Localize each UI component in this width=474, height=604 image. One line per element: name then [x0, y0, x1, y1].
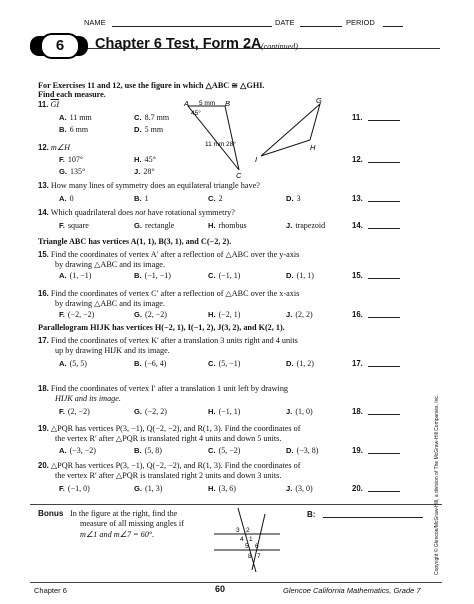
q14-answer-field[interactable]	[368, 228, 400, 229]
q17-answer-number: 17.	[352, 359, 363, 368]
question-19-line2: the vertex R′ after △PQR is translated right 4 units and down 5 units.	[55, 434, 282, 443]
angle-label-3: 3	[236, 527, 240, 534]
q17-choice-d: D. (1, 2)	[286, 359, 314, 368]
side-ac-label: 11 mm	[205, 141, 225, 148]
q14-choice-h: H. rhombus	[208, 221, 247, 230]
q12-choice-f: F. 107°	[59, 155, 84, 164]
congruent-triangles-figure	[178, 96, 338, 180]
footer-page-number: 60	[215, 584, 226, 594]
intro-line1: For Exercises 11 and 12, use the figure in which △ABC ≅ △GHI.	[38, 81, 265, 90]
q20-choice-g: G. (1, 3)	[134, 484, 163, 493]
q12-answer-number: 12.	[352, 155, 363, 164]
q18-answer-field[interactable]	[368, 414, 400, 415]
name-blank	[112, 26, 272, 27]
q20-answer-number: 20.	[352, 484, 363, 493]
bonus-rule	[30, 504, 442, 505]
side-ab-label: 5 mm	[199, 100, 216, 107]
q15-choice-a: A. (1, −1)	[59, 271, 92, 280]
q18-choice-g: G. (−2, 2)	[134, 407, 167, 416]
q12-choice-g: G. 135°	[59, 167, 86, 176]
angle-a-label: 45°	[191, 110, 201, 117]
bonus-line3: m∠1 and m∠7 = 60°.	[80, 530, 155, 539]
q20-choice-j: J. (3, 0)	[286, 484, 313, 493]
q15-choice-b: B. (−1, −1)	[134, 271, 171, 280]
vertex-b: B	[225, 99, 231, 108]
question-20-line1: 20. △PQR has vertices P(3, −1), Q(−2, −2), and R(1, 3). Find the coordinates of	[38, 461, 301, 470]
period-blank	[383, 26, 403, 27]
angle-label-8: 8	[248, 553, 252, 560]
q11-choice-a: A. 11 mm	[59, 113, 92, 122]
q17-choice-a: A. (5, 5)	[59, 359, 87, 368]
angle-label-6: 6	[255, 543, 259, 550]
bonus-answer-field[interactable]	[323, 517, 423, 518]
q16-choice-f: F. (−2, −2)	[59, 310, 95, 319]
q19-answer-field[interactable]	[368, 453, 400, 454]
bonus-line2: measure of all missing angles if	[80, 519, 184, 528]
page-title: Chapter 6 Test, Form 2A	[95, 36, 262, 52]
q11-choice-c: C. 8.7 mm	[134, 113, 170, 122]
q14-choice-g: G. rectangle	[134, 221, 175, 230]
question-18-line1: 18. Find the coordinates of vertex I′ after a translation 1 unit left by drawing	[38, 384, 289, 393]
bonus-line1: In the figure at the right, find the	[70, 509, 178, 518]
q15-answer-field[interactable]	[368, 278, 400, 279]
q17-answer-field[interactable]	[368, 366, 400, 367]
question-16-line1: 16. Find the coordinates of vertex C′ after a reflection of △ABC over the x-axis	[38, 289, 300, 298]
copyright-notice: Copyright © Glencoe/McGraw-Hill, a division of The McGraw-Hill Companies, Inc.	[434, 394, 440, 575]
period-label: PERIOD	[346, 18, 375, 27]
q15-choice-d: D. (1, 1)	[286, 271, 314, 280]
vertex-a: A	[184, 99, 190, 108]
question-13: 13. How many lines of symmetry does an equilateral triangle have?	[38, 181, 260, 190]
q18-choice-h: H. (−1, 1)	[208, 407, 241, 416]
q20-answer-field[interactable]	[368, 491, 400, 492]
question-15-line2: by drawing △ABC and its image.	[55, 260, 165, 269]
angle-label-7: 7	[257, 553, 261, 560]
vertex-c: C	[236, 171, 242, 180]
question-17-line2: up by drawing HIJK and its image.	[55, 346, 170, 355]
q20-choice-h: H. (3, 6)	[208, 484, 236, 493]
q16-choice-h: H. (−2, 1)	[208, 310, 241, 319]
section-triangle-abc: Triangle ABC has vertices A(1, 1), B(3, 1), and C(−2, 2).	[38, 237, 232, 246]
bonus-parallel-lines-figure	[212, 506, 282, 574]
q14-answer-number: 14.	[352, 221, 363, 230]
q11-answer-field[interactable]	[368, 120, 400, 121]
question-18-line2: HIJK and its image.	[55, 394, 121, 403]
question-12: 12. m∠H	[38, 143, 71, 152]
vertex-g: G	[316, 96, 322, 105]
q13-answer-field[interactable]	[368, 201, 400, 202]
angle-c-label: 28°	[226, 141, 236, 148]
continued-label: (continued)	[261, 42, 298, 51]
q16-choice-g: G. (2, −2)	[134, 310, 167, 319]
angle-label-4: 4	[240, 536, 244, 543]
date-label: DATE	[275, 18, 295, 27]
question-14: 14. Which quadrilateral does not have rotational symmetry?	[38, 208, 235, 217]
q15-choice-c: C. (−1, 1)	[208, 271, 241, 280]
q17-choice-c: C. (5, −1)	[208, 359, 241, 368]
question-17-line1: 17. Find the coordinates of vertex K′ after a translation 3 units right and 4 units	[38, 336, 298, 345]
footer-chapter: Chapter 6	[34, 586, 67, 595]
q15-answer-number: 15.	[352, 271, 363, 280]
vertex-i: I	[255, 155, 258, 164]
q18-choice-j: J. (1, 0)	[286, 407, 313, 416]
angle-label-2: 2	[246, 527, 250, 534]
q18-choice-f: F. (2, −2)	[59, 407, 90, 416]
q13-choice-d: D. 3	[286, 194, 301, 203]
q13-answer-number: 13.	[352, 194, 363, 203]
q17-choice-b: B. (−6, 4)	[134, 359, 167, 368]
intro-line2: Find each measure.	[38, 90, 106, 99]
q14-choice-j: J. trapezoid	[286, 221, 326, 230]
footer-rule	[30, 582, 442, 583]
q20-choice-f: F. (−1, 0)	[59, 484, 90, 493]
angle-label-5: 5	[245, 543, 249, 550]
question-11: 11. $\overline{GI}$	[38, 100, 60, 109]
q13-choice-a: A. 0	[59, 194, 74, 203]
footer-book-title: Glencoe California Mathematics, Grade 7	[283, 586, 421, 595]
q19-choice-c: C. (5, −2)	[208, 446, 241, 455]
q19-choice-d: D. (−3, 8)	[286, 446, 319, 455]
q11-answer-number: 11.	[352, 113, 363, 122]
q18-answer-number: 18.	[352, 407, 363, 416]
question-15-line1: 15. Find the coordinates of vertex A′ after a reflection of △ABC over the y-axis	[38, 250, 300, 259]
bonus-answer-label: B:	[307, 510, 316, 519]
q14-choice-f: F. square	[59, 221, 89, 230]
question-19-line1: 19. △PQR has vertices P(3, −1), Q(−2, −2), and R(1, 3). Find the coordinates of	[38, 424, 301, 433]
q12-choice-j: J. 28°	[134, 167, 155, 176]
q11-choice-d: D. 5 mm	[134, 125, 164, 134]
vertex-h: H	[310, 143, 316, 152]
q19-choice-b: B. (5, 8)	[134, 446, 162, 455]
q12-prompt: m∠H	[50, 143, 71, 152]
name-label: NAME	[84, 18, 106, 27]
q16-choice-j: J. (2, 2)	[286, 310, 313, 319]
question-16-line2: by drawing △ABC and its image.	[55, 299, 165, 308]
q16-answer-field[interactable]	[368, 317, 400, 318]
q19-choice-a: A. (−3, −2)	[59, 446, 96, 455]
q11-prompt: $\overline{GI}$	[50, 100, 60, 109]
q19-answer-number: 19.	[352, 446, 363, 455]
q12-choice-h: H. 45°	[134, 155, 156, 164]
q12-answer-field[interactable]	[368, 162, 400, 163]
q16-answer-number: 16.	[352, 310, 363, 319]
angle-label-1: 1	[249, 536, 253, 543]
q13-choice-b: B. 1	[134, 194, 149, 203]
q13-choice-c: C. 2	[208, 194, 223, 203]
section-parallelogram-hijk: Parallelogram HIJK has vertices H(−2, 1), I(−1, 2), J(3, 2), and K(2, 1).	[38, 323, 285, 332]
question-20-line2: the vertex R′ after △PQR is translated right 2 units and down 3 units.	[55, 471, 282, 480]
chapter-number: 6	[55, 37, 65, 54]
date-blank	[300, 26, 342, 27]
q11-choice-b: B. 6 mm	[59, 125, 89, 134]
bonus-label: Bonus	[38, 509, 64, 518]
chapter-badge	[40, 33, 80, 59]
